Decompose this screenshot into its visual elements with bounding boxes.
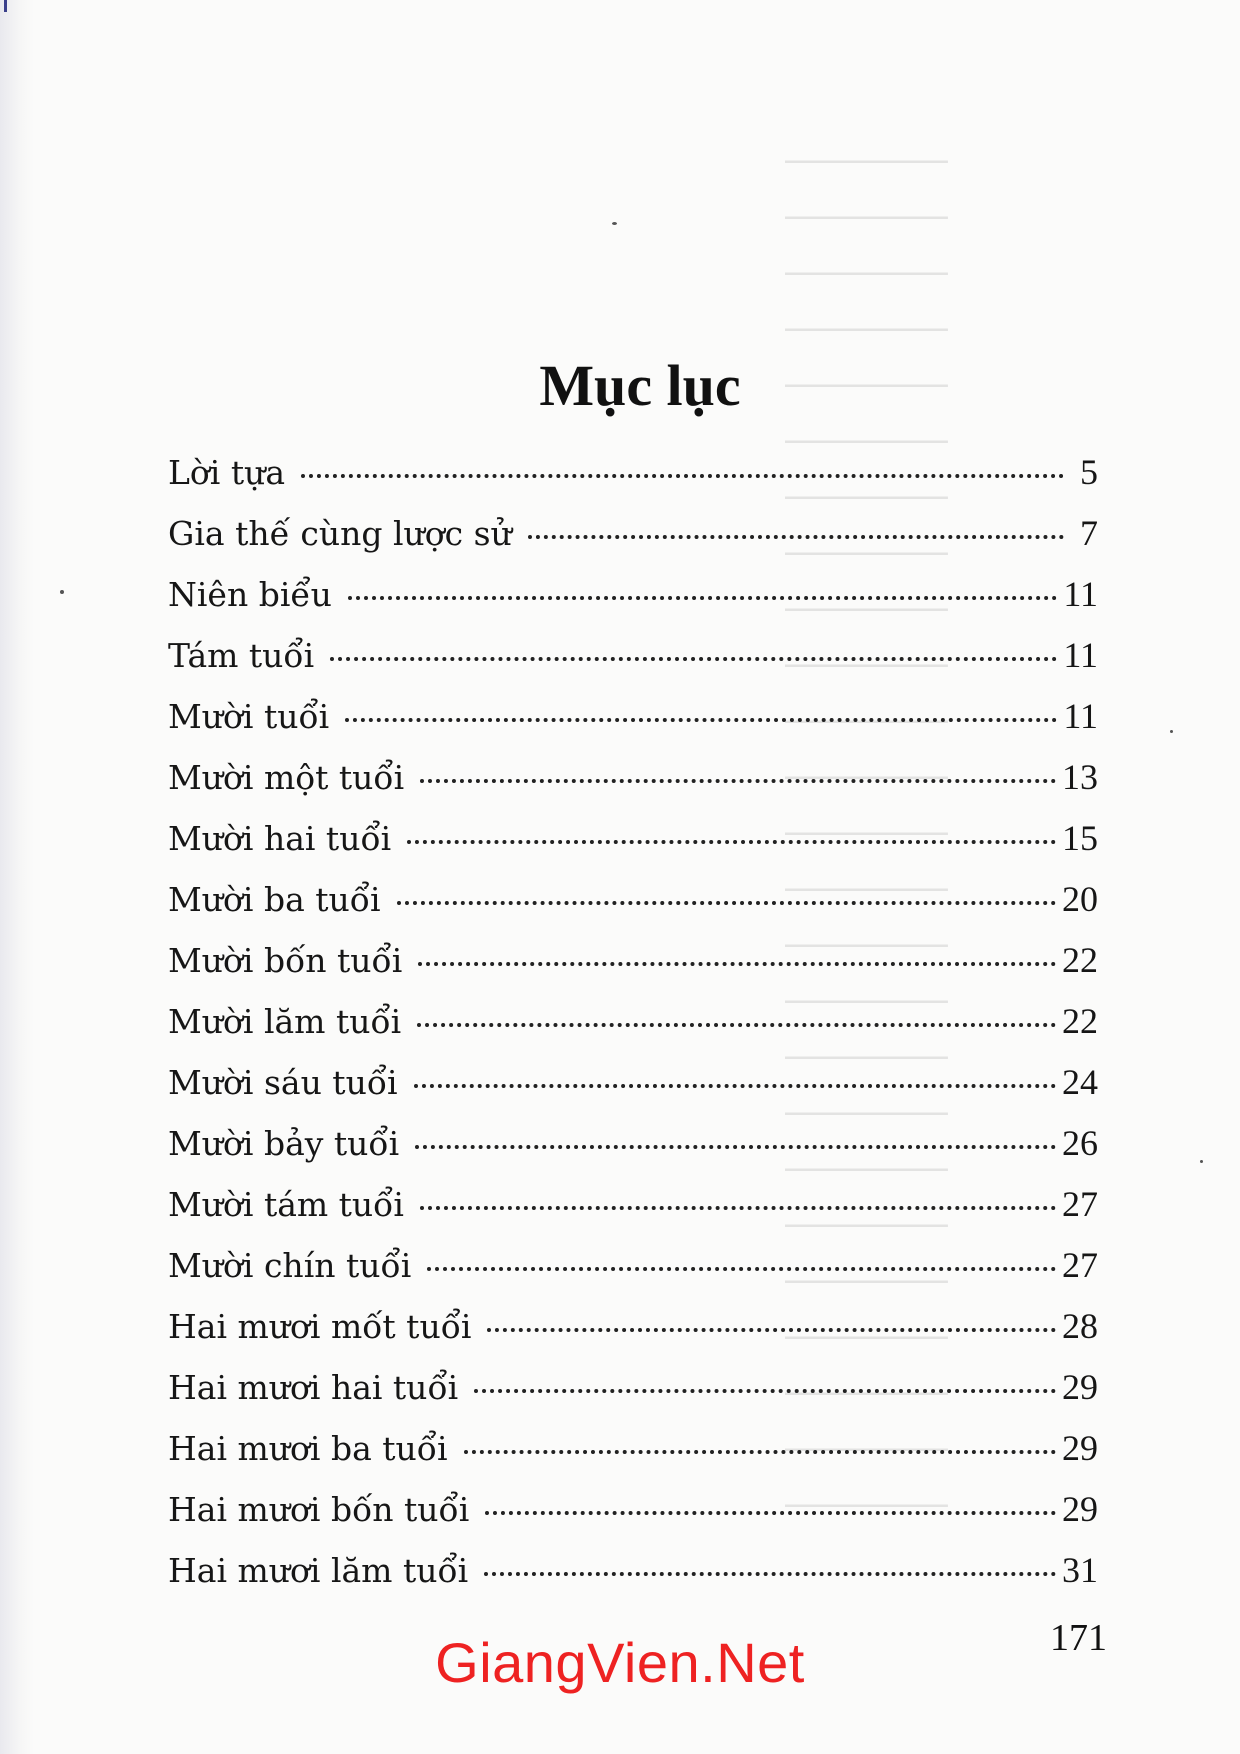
toc-entry-page: 20	[1062, 879, 1098, 919]
dot-leader	[487, 1328, 1056, 1332]
toc-entry-title: Hai mươi lăm tuổi	[168, 1551, 469, 1590]
dot-leader	[345, 718, 1057, 722]
toc-entry-title: Hai mươi bốn tuổi	[168, 1490, 470, 1529]
toc-entry	[168, 1174, 1098, 1235]
page-edge-shadow	[0, 0, 34, 1754]
dot-leader	[528, 535, 1064, 539]
toc-entry-title: Gia thế cùng lược sử	[168, 514, 512, 553]
toc-entry	[168, 625, 1098, 686]
toc-entry	[168, 686, 1098, 747]
toc-entry	[168, 1052, 1098, 1113]
dot-leader	[418, 962, 1056, 966]
toc-entry-page: 15	[1062, 818, 1098, 858]
dot-leader	[420, 1206, 1056, 1210]
toc-entry	[168, 1113, 1098, 1174]
page-title: Mục lục	[539, 352, 741, 418]
toc-entry	[168, 564, 1098, 625]
toc-entry-page: 11	[1063, 696, 1098, 736]
dot-leader	[484, 1572, 1056, 1576]
toc-entry	[168, 503, 1098, 564]
dot-leader	[485, 1511, 1056, 1515]
toc-entry-page: 27	[1062, 1184, 1098, 1224]
dot-leader	[420, 779, 1056, 783]
toc-entry	[168, 1479, 1098, 1540]
toc-entry-page: 29	[1062, 1428, 1098, 1468]
dot-leader	[474, 1389, 1056, 1393]
toc-entry	[168, 1418, 1098, 1479]
toc-entry-title: Lời tựa	[168, 453, 286, 492]
toc-entry-page: 27	[1062, 1245, 1098, 1285]
toc-entry-title: Mười bốn tuổi	[168, 941, 403, 980]
toc-entry	[168, 930, 1098, 991]
toc-entry	[168, 808, 1098, 869]
dot-leader	[397, 901, 1056, 905]
toc-entry-title: Hai mươi ba tuổi	[168, 1429, 448, 1468]
toc-entry	[168, 1296, 1098, 1357]
dot-leader	[464, 1450, 1056, 1454]
toc-entry-title: Niên biểu	[168, 575, 332, 614]
toc-entry-title: Mười hai tuổi	[168, 819, 392, 858]
toc-entry	[168, 1235, 1098, 1296]
toc-entry-page: 22	[1062, 940, 1098, 980]
scan-speck	[60, 590, 64, 594]
toc-entry-title: Mười tám tuổi	[168, 1185, 404, 1224]
scan-speck	[612, 222, 617, 225]
toc-entry	[168, 747, 1098, 808]
dot-leader	[417, 1023, 1056, 1027]
dot-leader	[330, 657, 1057, 661]
dot-leader	[427, 1267, 1056, 1271]
dot-leader	[407, 840, 1056, 844]
toc-entry-title: Hai mươi hai tuổi	[168, 1368, 459, 1407]
toc-entry-title: Mười sáu tuổi	[168, 1063, 398, 1102]
dot-leader	[301, 474, 1064, 478]
scan-speck	[1200, 1160, 1203, 1163]
toc-entry-title: Mười chín tuổi	[168, 1246, 412, 1285]
dot-leader	[414, 1084, 1056, 1088]
toc-entry-page: 31	[1062, 1550, 1098, 1590]
toc-entry-page: 7	[1080, 513, 1098, 553]
watermark: GiangVien.Net	[435, 1631, 805, 1694]
toc-entry	[168, 1540, 1098, 1601]
toc-entry-page: 26	[1062, 1123, 1098, 1163]
corner-mark	[4, 0, 7, 12]
toc-entry-title: Hai mươi mốt tuổi	[168, 1307, 472, 1346]
dot-leader	[415, 1145, 1056, 1149]
dot-leader	[348, 596, 1057, 600]
toc-entry-page: 22	[1062, 1001, 1098, 1041]
toc-entry-page: 13	[1062, 757, 1098, 797]
toc-entry-title: Mười lăm tuổi	[168, 1002, 402, 1041]
toc-entry	[168, 442, 1098, 503]
scan-speck	[1170, 730, 1173, 733]
toc-entry	[168, 869, 1098, 930]
toc-entry-page: 5	[1080, 452, 1098, 492]
toc-entry-page: 29	[1062, 1367, 1098, 1407]
toc-entry-title: Mười một tuổi	[168, 758, 405, 797]
toc-entry	[168, 1357, 1098, 1418]
toc-entry-title: Mười tuổi	[168, 697, 330, 736]
toc-entry-title: Mười bảy tuổi	[168, 1124, 400, 1163]
toc-entry-title: Tám tuổi	[168, 636, 315, 675]
toc-entry-page: 28	[1062, 1306, 1098, 1346]
toc-entry	[168, 991, 1098, 1052]
page-number: 171	[1050, 1617, 1107, 1659]
table-of-contents	[168, 442, 1098, 1601]
toc-entry-page: 29	[1062, 1489, 1098, 1529]
toc-entry-page: 11	[1063, 574, 1098, 614]
bleed-through-texture: ───────── ───────── ───────── ───────── ───────── ───────── ───────── ───────── ───────── ───────── ───────── ───────── ───────── ───────── ───────── ───────── ───────── ───────── ───────── ───────── ───────── ───────── ───────── ───────── ─────────	[785, 145, 948, 1524]
toc-entry-page: 24	[1062, 1062, 1098, 1102]
toc-entry-page: 11	[1063, 635, 1098, 675]
toc-entry-title: Mười ba tuổi	[168, 880, 381, 919]
